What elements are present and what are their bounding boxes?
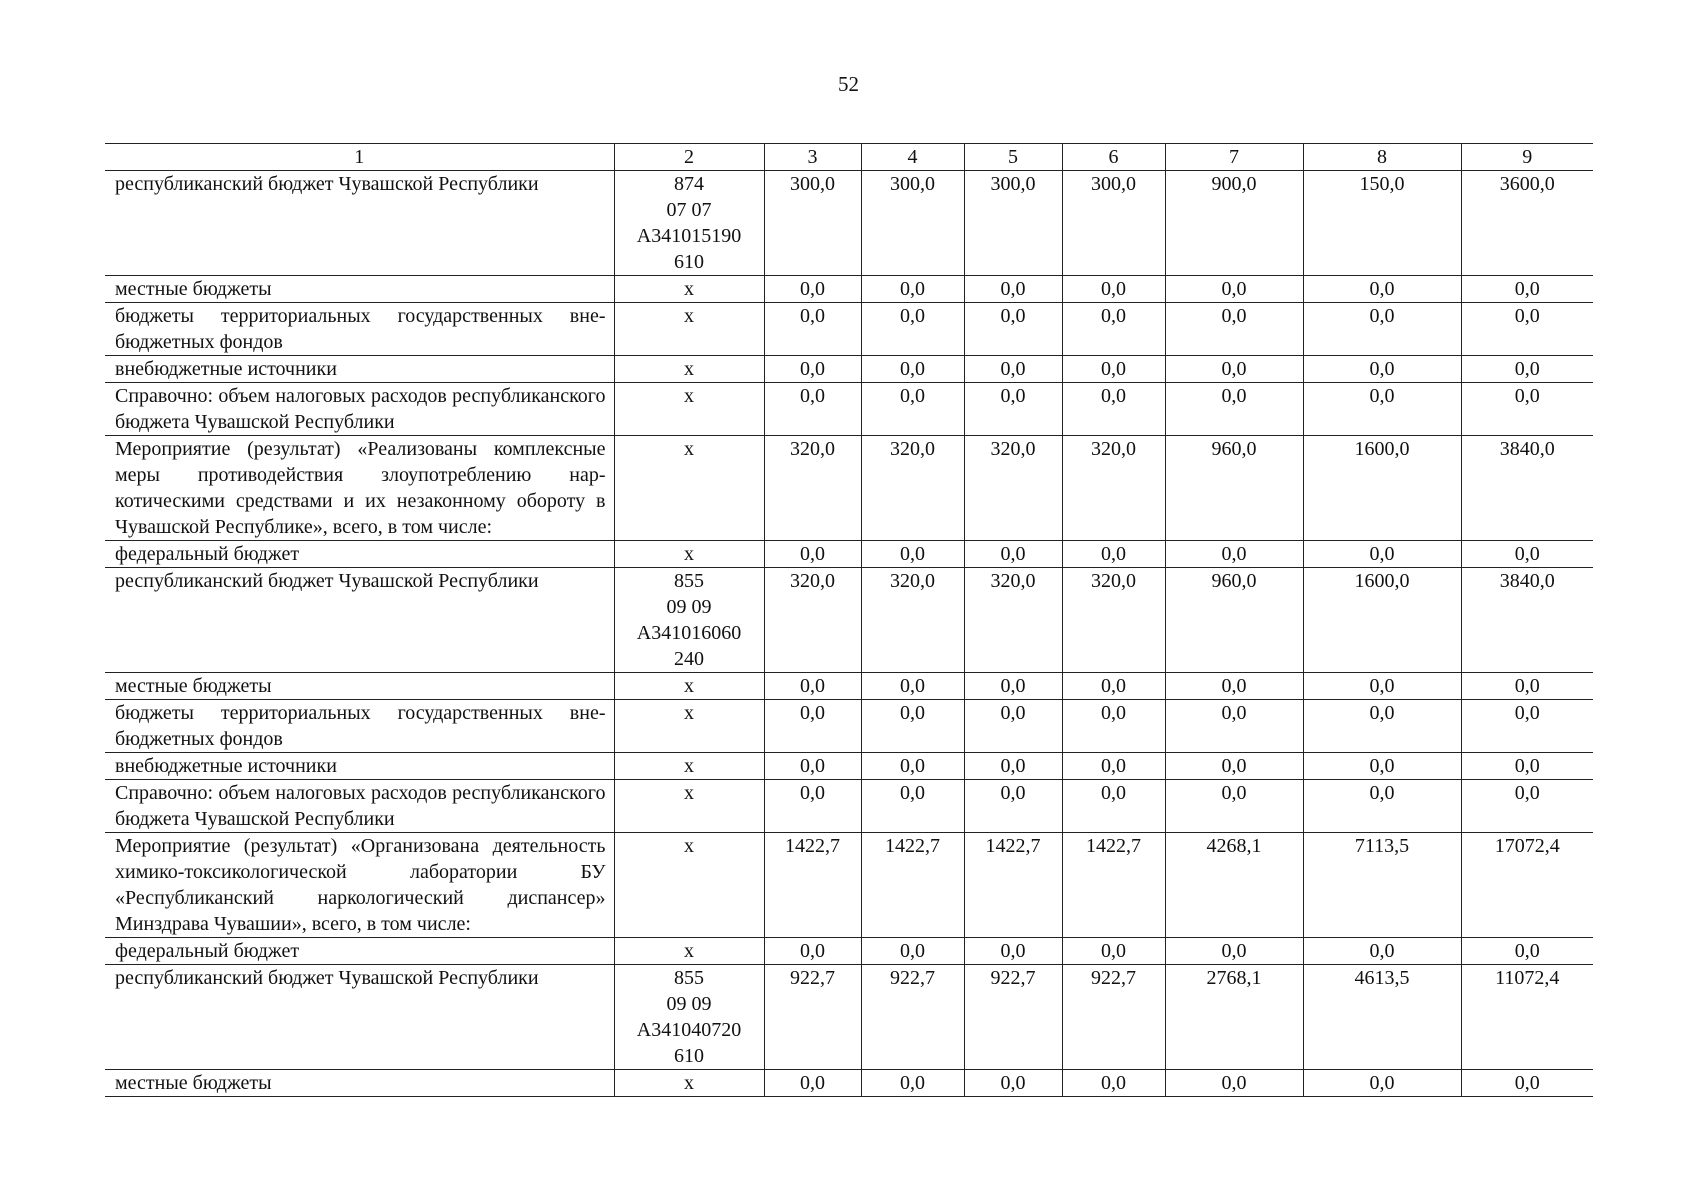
budget-code-cell bbox=[614, 171, 764, 276]
row-label: местные бюджеты bbox=[105, 673, 614, 700]
table-header bbox=[105, 144, 1593, 171]
column-header: 7 bbox=[1165, 144, 1303, 171]
table-row bbox=[105, 171, 1593, 276]
value-cell: 0,0 bbox=[1062, 1070, 1165, 1097]
value-cell: 0,0 bbox=[764, 541, 861, 568]
column-header: 4 bbox=[861, 144, 964, 171]
table-row bbox=[105, 965, 1593, 1070]
budget-code-line: х bbox=[684, 438, 694, 460]
value-cell: 0,0 bbox=[764, 673, 861, 700]
value-cell: 0,0 bbox=[1165, 1070, 1303, 1097]
value-cell: 1600,0 bbox=[1303, 436, 1461, 541]
value-cell: 0,0 bbox=[964, 938, 1062, 965]
value-cell: 320,0 bbox=[861, 436, 964, 541]
value-cell: 320,0 bbox=[1062, 568, 1165, 673]
value-cell: 0,0 bbox=[1461, 753, 1593, 780]
budget-code-line: 07 07 bbox=[666, 199, 712, 221]
value-cell: 0,0 bbox=[861, 356, 964, 383]
value-cell: 0,0 bbox=[1062, 700, 1165, 753]
budget-code-line: х bbox=[684, 358, 694, 380]
column-header: 5 bbox=[964, 144, 1062, 171]
value-cell: 0,0 bbox=[1303, 383, 1461, 436]
budget-code-cell bbox=[614, 303, 764, 356]
value-cell: 0,0 bbox=[1165, 356, 1303, 383]
table-row bbox=[105, 673, 1593, 700]
value-cell: 0,0 bbox=[1461, 356, 1593, 383]
value-cell: 1422,7 bbox=[861, 833, 964, 938]
value-cell: 0,0 bbox=[1303, 541, 1461, 568]
value-cell: 0,0 bbox=[1461, 276, 1593, 303]
value-cell: 0,0 bbox=[964, 541, 1062, 568]
value-cell: 0,0 bbox=[861, 780, 964, 833]
value-cell: 0,0 bbox=[1062, 753, 1165, 780]
value-cell: 0,0 bbox=[1461, 1070, 1593, 1097]
budget-code-line: 240 bbox=[674, 648, 704, 670]
row-label: республиканский бюджет Чувашской Республики bbox=[105, 568, 614, 673]
budget-code-line: х bbox=[684, 940, 694, 962]
value-cell: 300,0 bbox=[964, 171, 1062, 276]
table-row bbox=[105, 1070, 1593, 1097]
value-cell: 3840,0 bbox=[1461, 568, 1593, 673]
value-cell: 0,0 bbox=[1303, 780, 1461, 833]
budget-code-cell bbox=[614, 938, 764, 965]
budget-code-line: х bbox=[684, 385, 694, 407]
budget-code-line: х bbox=[684, 543, 694, 565]
value-cell: 0,0 bbox=[764, 780, 861, 833]
value-cell: 0,0 bbox=[1165, 938, 1303, 965]
value-cell: 0,0 bbox=[1303, 1070, 1461, 1097]
budget-code-line: А341040720 bbox=[636, 1019, 742, 1041]
budget-code-line: 09 09 bbox=[666, 993, 712, 1015]
budget-code-cell bbox=[614, 383, 764, 436]
value-cell: 0,0 bbox=[861, 276, 964, 303]
value-cell: 0,0 bbox=[764, 753, 861, 780]
value-cell: 0,0 bbox=[1461, 700, 1593, 753]
row-label: Справочно: объем налоговых расходов республиканского бюджета Чувашской Республики bbox=[105, 383, 614, 436]
value-cell: 3840,0 bbox=[1461, 436, 1593, 541]
budget-code-cell bbox=[614, 276, 764, 303]
value-cell: 320,0 bbox=[964, 568, 1062, 673]
row-label: бюджеты территориальных государственных внебюджетных фондов bbox=[105, 303, 614, 356]
row-label: Мероприятие (результат) «Организована деятельность химико-токсикологической лаборатории БУ «Республиканский наркологический диспансер» Минздрава Чувашии», всего, в том числе: bbox=[105, 833, 614, 938]
budget-table bbox=[105, 143, 1593, 1097]
value-cell: 1422,7 bbox=[1062, 833, 1165, 938]
value-cell: 0,0 bbox=[1165, 753, 1303, 780]
table-row bbox=[105, 356, 1593, 383]
value-cell: 0,0 bbox=[861, 753, 964, 780]
row-label: Справочно: объем налоговых расходов республиканского бюджета Чувашской Республики bbox=[105, 780, 614, 833]
value-cell: 922,7 bbox=[861, 965, 964, 1070]
value-cell: 0,0 bbox=[1062, 356, 1165, 383]
value-cell: 320,0 bbox=[861, 568, 964, 673]
value-cell: 300,0 bbox=[1062, 171, 1165, 276]
value-cell: 0,0 bbox=[1303, 673, 1461, 700]
table-body bbox=[105, 171, 1593, 1097]
value-cell: 900,0 bbox=[1165, 171, 1303, 276]
value-cell: 4613,5 bbox=[1303, 965, 1461, 1070]
value-cell: 0,0 bbox=[964, 356, 1062, 383]
value-cell: 0,0 bbox=[1062, 780, 1165, 833]
value-cell: 0,0 bbox=[1303, 938, 1461, 965]
value-cell: 11072,4 bbox=[1461, 965, 1593, 1070]
value-cell: 0,0 bbox=[1062, 541, 1165, 568]
value-cell: 0,0 bbox=[1165, 700, 1303, 753]
value-cell: 0,0 bbox=[1303, 276, 1461, 303]
value-cell: 0,0 bbox=[964, 700, 1062, 753]
value-cell: 0,0 bbox=[764, 303, 861, 356]
row-label: республиканский бюджет Чувашской Республики bbox=[105, 171, 614, 276]
value-cell: 0,0 bbox=[1165, 780, 1303, 833]
value-cell: 922,7 bbox=[964, 965, 1062, 1070]
table-row bbox=[105, 383, 1593, 436]
row-label: федеральный бюджет bbox=[105, 938, 614, 965]
value-cell: 0,0 bbox=[764, 276, 861, 303]
value-cell: 0,0 bbox=[1303, 356, 1461, 383]
value-cell: 1600,0 bbox=[1303, 568, 1461, 673]
budget-code-cell bbox=[614, 356, 764, 383]
value-cell: 4268,1 bbox=[1165, 833, 1303, 938]
row-label: местные бюджеты bbox=[105, 1070, 614, 1097]
table-row bbox=[105, 780, 1593, 833]
value-cell: 0,0 bbox=[1461, 938, 1593, 965]
value-cell: 0,0 bbox=[964, 276, 1062, 303]
value-cell: 300,0 bbox=[861, 171, 964, 276]
budget-code-cell bbox=[614, 965, 764, 1070]
value-cell: 0,0 bbox=[764, 700, 861, 753]
budget-code-line: х bbox=[684, 278, 694, 300]
table-row bbox=[105, 753, 1593, 780]
table-row bbox=[105, 700, 1593, 753]
value-cell: 0,0 bbox=[964, 383, 1062, 436]
budget-code-line: 610 bbox=[674, 251, 704, 273]
row-label: федеральный бюджет bbox=[105, 541, 614, 568]
value-cell: 0,0 bbox=[861, 1070, 964, 1097]
budget-code-line: А341015190 bbox=[636, 225, 742, 247]
value-cell: 960,0 bbox=[1165, 568, 1303, 673]
value-cell: 0,0 bbox=[964, 753, 1062, 780]
row-label: республиканский бюджет Чувашской Республики bbox=[105, 965, 614, 1070]
value-cell: 0,0 bbox=[764, 938, 861, 965]
value-cell: 0,0 bbox=[964, 1070, 1062, 1097]
column-header: 8 bbox=[1303, 144, 1461, 171]
value-cell: 300,0 bbox=[764, 171, 861, 276]
column-header: 3 bbox=[764, 144, 861, 171]
value-cell: 0,0 bbox=[1062, 938, 1165, 965]
value-cell: 0,0 bbox=[964, 780, 1062, 833]
budget-code-line: А341016060 bbox=[636, 622, 742, 644]
value-cell: 17072,4 bbox=[1461, 833, 1593, 938]
header-row bbox=[105, 144, 1593, 171]
value-cell: 0,0 bbox=[1461, 541, 1593, 568]
value-cell: 0,0 bbox=[1303, 700, 1461, 753]
value-cell: 0,0 bbox=[861, 541, 964, 568]
budget-code-line: х bbox=[684, 675, 694, 697]
table-row bbox=[105, 436, 1593, 541]
budget-code-line: х bbox=[684, 702, 694, 724]
row-label: Мероприятие (результат) «Реализованы комплексные меры противодействия злоупотреблению наркотическими средствами и их незаконному обороту в Чувашской Республике», всего, в том числе: bbox=[105, 436, 614, 541]
budget-code-cell bbox=[614, 1070, 764, 1097]
value-cell: 0,0 bbox=[964, 673, 1062, 700]
budget-code-line: х bbox=[684, 1072, 694, 1094]
value-cell: 0,0 bbox=[1303, 753, 1461, 780]
column-header: 6 bbox=[1062, 144, 1165, 171]
budget-code-line: х bbox=[684, 835, 694, 857]
value-cell: 0,0 bbox=[1461, 383, 1593, 436]
budget-code-line: х bbox=[684, 305, 694, 327]
value-cell: 0,0 bbox=[1303, 303, 1461, 356]
budget-code-line: х bbox=[684, 755, 694, 777]
value-cell: 0,0 bbox=[1165, 673, 1303, 700]
value-cell: 0,0 bbox=[861, 700, 964, 753]
value-cell: 0,0 bbox=[1461, 673, 1593, 700]
value-cell: 2768,1 bbox=[1165, 965, 1303, 1070]
budget-code-line: 09 09 bbox=[666, 596, 712, 618]
budget-code-line: 874 bbox=[674, 173, 704, 195]
budget-code-cell bbox=[614, 833, 764, 938]
budget-code-cell bbox=[614, 541, 764, 568]
value-cell: 1422,7 bbox=[764, 833, 861, 938]
row-label: местные бюджеты bbox=[105, 276, 614, 303]
budget-code-line: 610 bbox=[674, 1045, 704, 1067]
table-row bbox=[105, 303, 1593, 356]
value-cell: 1422,7 bbox=[964, 833, 1062, 938]
value-cell: 320,0 bbox=[964, 436, 1062, 541]
value-cell: 922,7 bbox=[764, 965, 861, 1070]
page-number: 52 bbox=[838, 72, 859, 96]
value-cell: 922,7 bbox=[1062, 965, 1165, 1070]
value-cell: 0,0 bbox=[964, 303, 1062, 356]
table-row bbox=[105, 833, 1593, 938]
table-row bbox=[105, 938, 1593, 965]
column-header: 1 bbox=[105, 144, 614, 171]
budget-code-cell bbox=[614, 436, 764, 541]
value-cell: 0,0 bbox=[861, 673, 964, 700]
value-cell: 0,0 bbox=[1165, 276, 1303, 303]
value-cell: 0,0 bbox=[861, 303, 964, 356]
budget-code-cell bbox=[614, 700, 764, 753]
budget-code-cell bbox=[614, 780, 764, 833]
value-cell: 0,0 bbox=[764, 383, 861, 436]
value-cell: 960,0 bbox=[1165, 436, 1303, 541]
value-cell: 0,0 bbox=[1165, 541, 1303, 568]
value-cell: 320,0 bbox=[764, 568, 861, 673]
value-cell: 0,0 bbox=[1062, 276, 1165, 303]
value-cell: 0,0 bbox=[764, 356, 861, 383]
budget-code-line: х bbox=[684, 782, 694, 804]
table-row bbox=[105, 541, 1593, 568]
value-cell: 0,0 bbox=[1165, 303, 1303, 356]
column-header: 2 bbox=[614, 144, 764, 171]
row-label: внебюджетные источники bbox=[105, 753, 614, 780]
value-cell: 150,0 bbox=[1303, 171, 1461, 276]
value-cell: 0,0 bbox=[861, 383, 964, 436]
budget-code-cell bbox=[614, 568, 764, 673]
value-cell: 0,0 bbox=[861, 938, 964, 965]
row-label: бюджеты территориальных государственных внебюджетных фондов bbox=[105, 700, 614, 753]
row-label: внебюджетные источники bbox=[105, 356, 614, 383]
value-cell: 320,0 bbox=[1062, 436, 1165, 541]
value-cell: 0,0 bbox=[1461, 780, 1593, 833]
table-row bbox=[105, 568, 1593, 673]
value-cell: 320,0 bbox=[764, 436, 861, 541]
budget-code-cell bbox=[614, 753, 764, 780]
value-cell: 0,0 bbox=[1165, 383, 1303, 436]
value-cell: 0,0 bbox=[1062, 673, 1165, 700]
value-cell: 0,0 bbox=[764, 1070, 861, 1097]
budget-code-cell bbox=[614, 673, 764, 700]
value-cell: 0,0 bbox=[1062, 383, 1165, 436]
value-cell: 0,0 bbox=[1062, 303, 1165, 356]
value-cell: 7113,5 bbox=[1303, 833, 1461, 938]
budget-code-line: 855 bbox=[674, 967, 704, 989]
column-header: 9 bbox=[1461, 144, 1593, 171]
value-cell: 0,0 bbox=[1461, 303, 1593, 356]
table-row bbox=[105, 276, 1593, 303]
value-cell: 3600,0 bbox=[1461, 171, 1593, 276]
budget-code-line: 855 bbox=[674, 570, 704, 592]
